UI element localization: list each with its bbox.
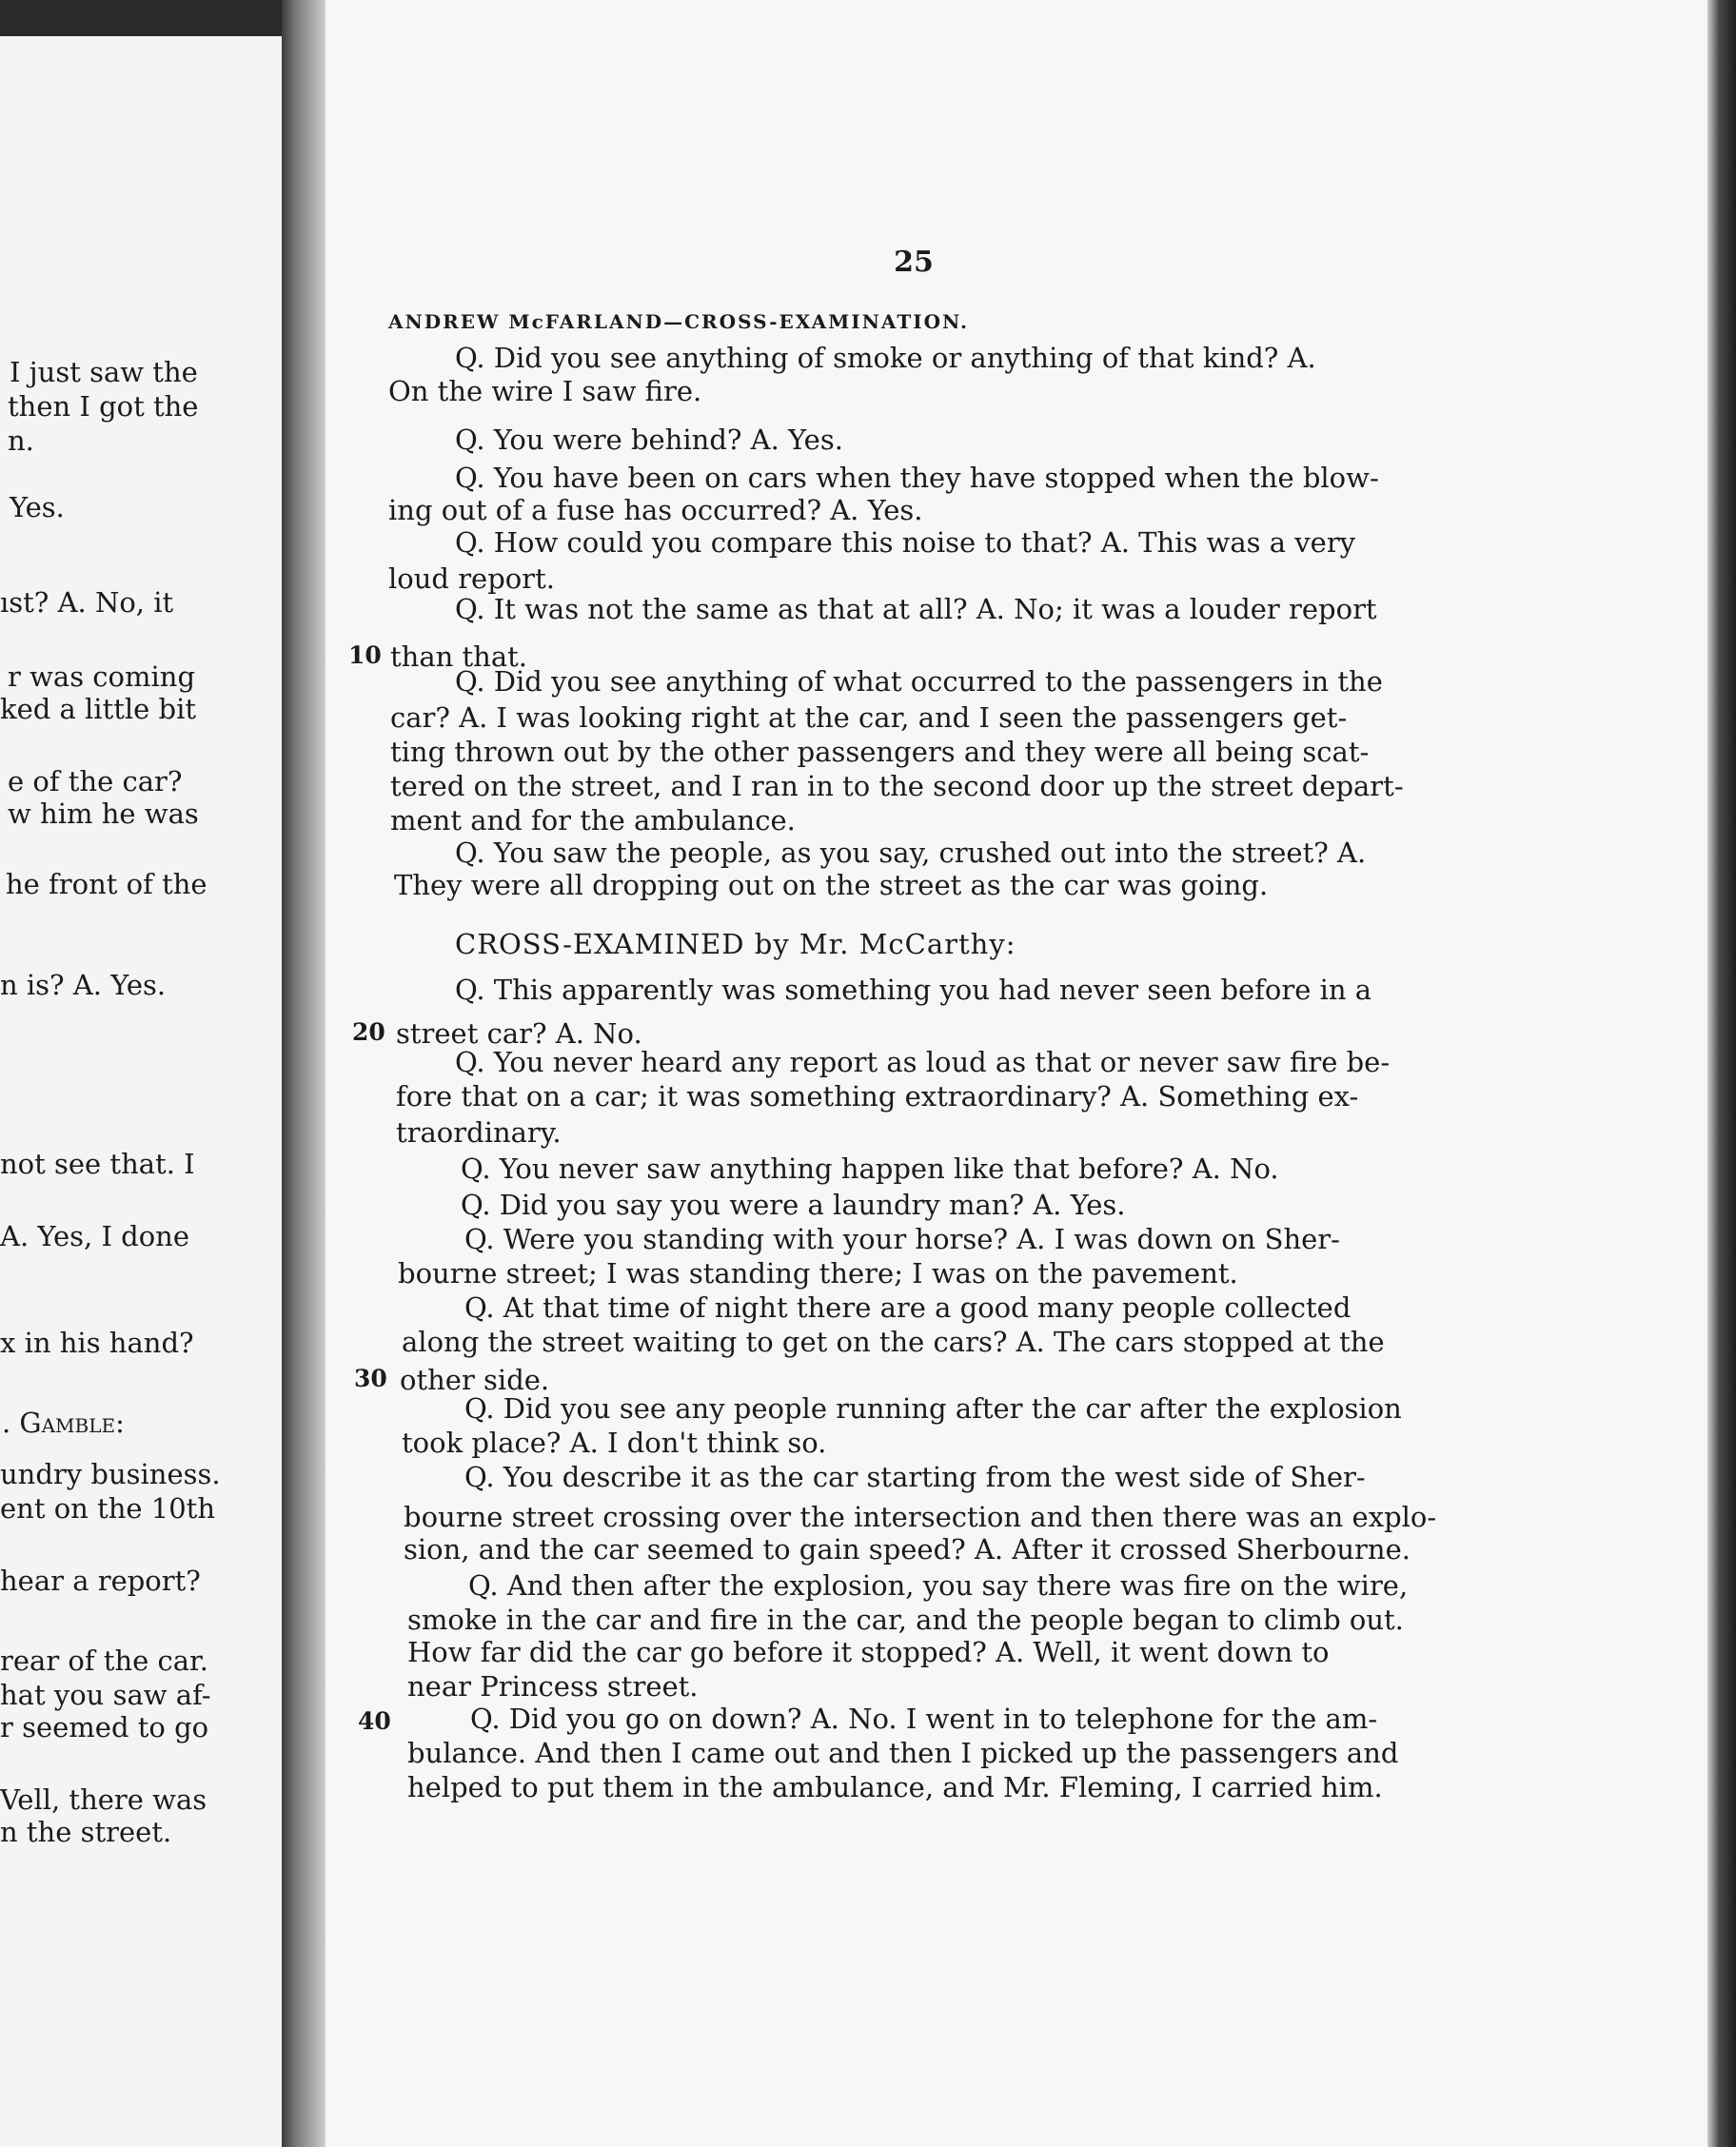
transcript-line: How far did the car go before it stopped? A. Well, it went down to [407,1636,1330,1668]
transcript-line: Q. And then after the explosion, you say there was fire on the wire, [468,1569,1409,1602]
running-head: ANDREW McFARLAND—CROSS-EXAMINATION. [388,310,969,333]
left-text-fragment: Vell, there was [0,1783,207,1816]
left-text-fragment: n is? A. Yes. [0,969,167,1001]
transcript-line: Q. Did you see anything of what occurred to the passengers in the [455,665,1383,698]
transcript-line: bourne street; I was standing there; I was on the pavement. [398,1257,1238,1290]
transcript-line: ing out of a fuse has occurred? A. Yes. [388,494,923,526]
left-text-fragment: e of the car? [8,765,183,798]
transcript-line: other side. [400,1364,550,1396]
transcript-line: Q. Did you go on down? A. No. I went in to telephone for the am- [470,1703,1378,1735]
left-text-fragment: hear a report? [0,1565,201,1597]
transcript-line: sion, and the car seemed to gain speed? A. After it crossed Sherbourne. [404,1533,1410,1566]
transcript-line: near Princess street. [407,1670,699,1703]
transcript-line: Q. This apparently was something you had never seen before in a [455,974,1372,1006]
transcript-line: Q. How could you compare this noise to that? A. This was a very [455,526,1356,559]
transcript-line: took place? A. I don't think so. [402,1427,827,1459]
left-text-fragment: A. Yes, I done [0,1220,190,1252]
margin-line-number: 20 [352,1018,385,1046]
left-text-fragment: ıst? A. No, it [0,586,174,619]
transcript-line: fore that on a car; it was something extraordinary? A. Something ex- [396,1080,1359,1113]
left-text-fragment: Yes. [10,491,65,523]
transcript-line: along the street waiting to get on the cars? A. The cars stopped at the [402,1326,1385,1358]
transcript-line: tered on the street, and I ran in to the second door up the street depart- [390,770,1404,802]
left-text-fragment: r seemed to go [0,1711,209,1743]
transcript-line: helped to put them in the ambulance, and Mr. Fleming, I carried him. [407,1771,1383,1803]
left-text-fragment: x in his hand? [0,1327,194,1359]
transcript-line: car? A. I was looking right at the car, and I seen the passengers get- [390,701,1348,734]
left-text-fragment: then I got the [8,390,199,423]
transcript-line: bulance. And then I came out and then I picked up the passengers and [407,1737,1399,1769]
transcript-line: They were all dropping out on the street as the car was going. [394,869,1269,901]
transcript-line: Q. Did you see anything of smoke or anything of that kind? A. [455,342,1316,374]
transcript-line: street car? A. No. [396,1017,642,1050]
left-text-fragment: hat you saw af- [0,1679,211,1711]
book-gutter [282,0,326,2147]
left-text-fragment: r was coming [8,660,196,693]
transcript-line: Q. Did you see any people running after the car after the explosion [464,1392,1402,1425]
transcript-line: bourne street crossing over the intersection and then there was an explo- [404,1501,1437,1533]
transcript-line: smoke in the car and fire in the car, and the people began to climb out. [407,1604,1404,1636]
transcript-line: Q. At that time of night there are a good many people collected [464,1291,1351,1324]
transcript-line: Q. You describe it as the car starting from the west side of Sher- [464,1461,1366,1493]
page-number: 25 [894,246,934,279]
transcript-line: traordinary. [396,1116,562,1149]
left-text-fragment: n the street. [0,1816,172,1848]
transcript-line: Q. You were behind? A. Yes. [455,423,843,456]
left-facing-page [0,36,286,2147]
transcript-line: Q. Did you say you were a laundry man? A. Yes. [461,1189,1126,1221]
transcript-line: ting thrown out by the other passengers and they were all being scat- [390,736,1370,768]
transcript-line: Q. It was not the same as that at all? A. No; it was a louder report [455,593,1377,625]
transcript-line: loud report. [388,562,555,595]
transcript-line: Q. You never saw anything happen like that before? A. No. [461,1152,1279,1185]
left-text-fragment: w him he was [8,798,199,830]
left-text-fragment: . Gamble: [2,1407,125,1439]
margin-line-number: 40 [358,1707,391,1735]
transcript-line: Q. You saw the people, as you say, crushed out into the street? A. [455,837,1367,869]
page-edge-shadow [1707,0,1736,2147]
left-text-fragment: not see that. I [0,1148,195,1180]
transcript-line: ment and for the ambulance. [390,804,796,837]
left-text-fragment: undry business. [0,1458,221,1490]
transcript-line: Q. You have been on cars when they have stopped when the blow- [455,462,1379,494]
transcript-line: than that. [390,640,528,673]
left-text-fragment: I just saw the [10,356,198,388]
margin-line-number: 30 [354,1365,387,1392]
transcript-line: Q. Were you standing with your horse? A. I was down on Sher- [464,1223,1340,1255]
left-text-fragment: ent on the 10th [0,1492,216,1525]
transcript-line: Q. You never heard any report as loud as that or never saw fire be- [455,1046,1391,1078]
left-text-fragment: he front of the [6,868,207,900]
left-text-fragment: n. [8,424,34,457]
left-text-fragment: ked a little bit [0,693,197,725]
margin-line-number: 10 [348,641,382,669]
section-heading: CROSS-EXAMINED by Mr. McCarthy: [455,928,1016,960]
transcript-line: On the wire I saw fire. [388,375,702,407]
left-text-fragment: rear of the car. [0,1645,208,1677]
